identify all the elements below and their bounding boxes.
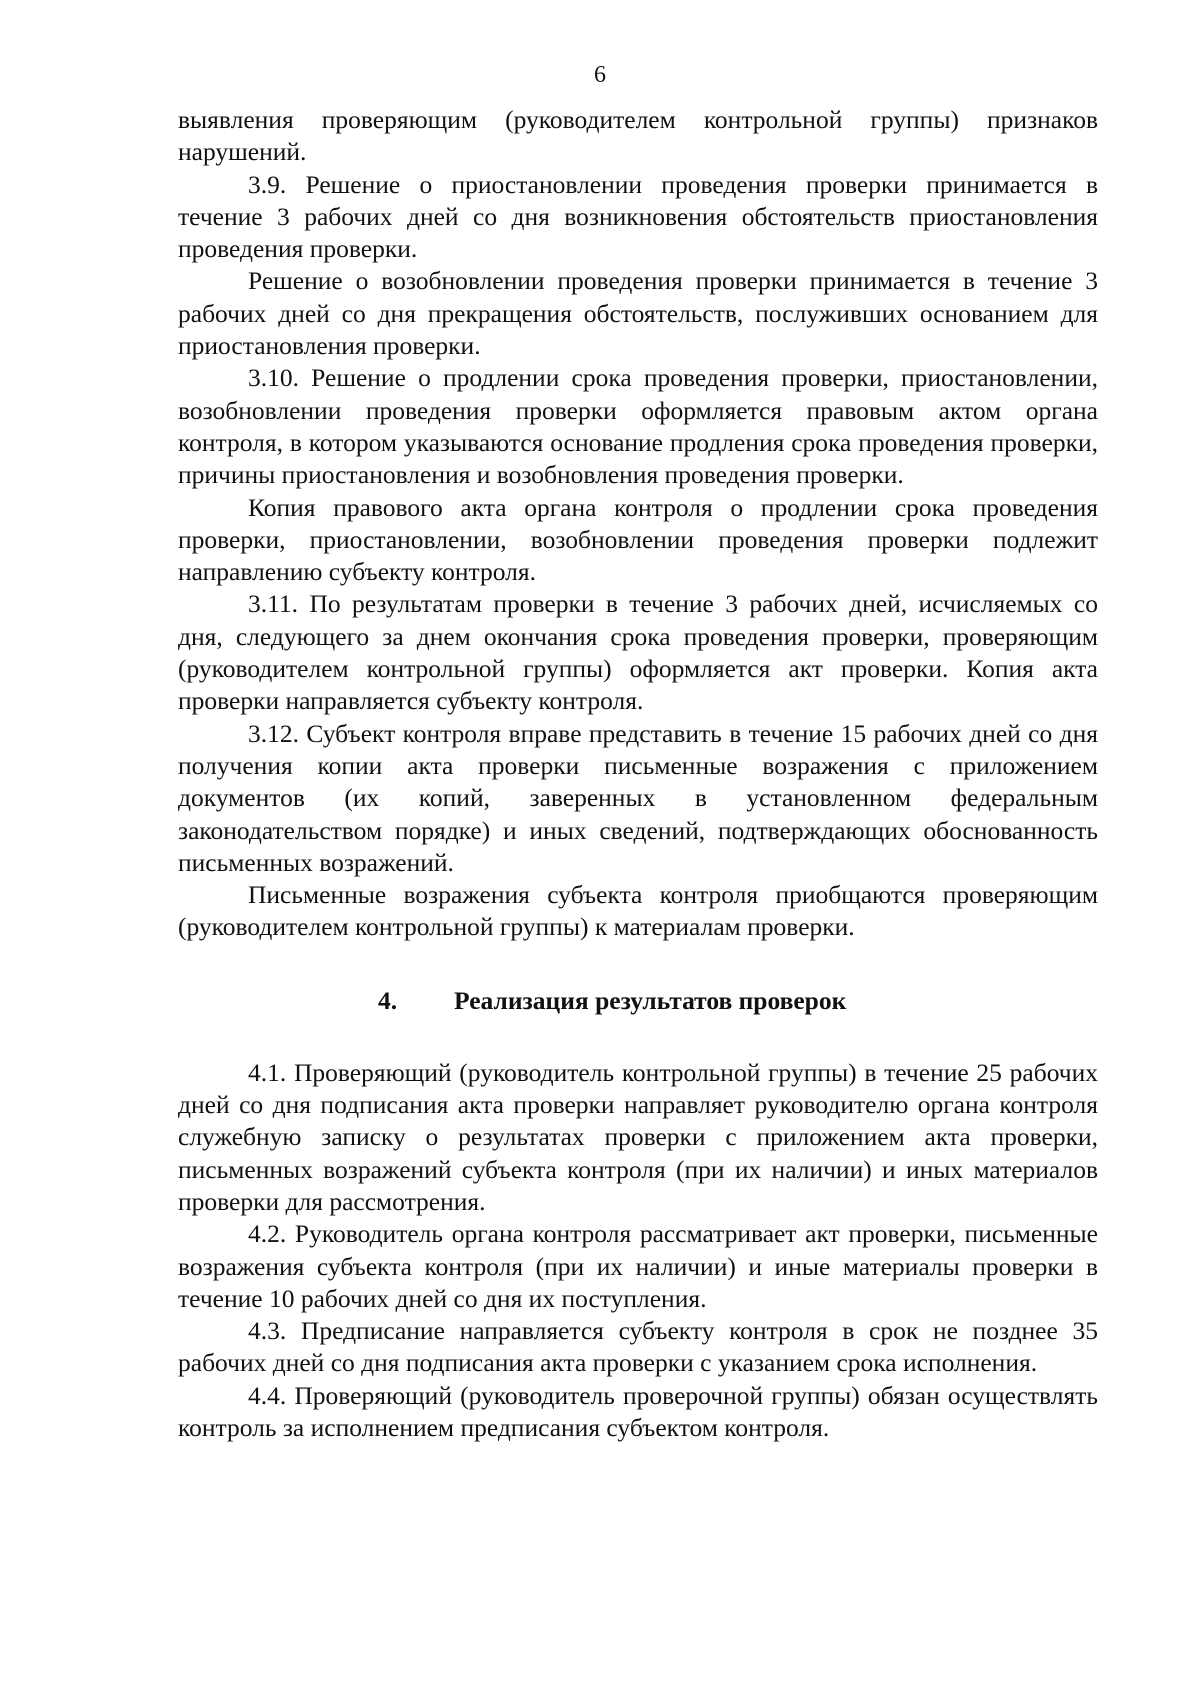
paragraph-4-3: 4.3. Предписание направляется субъекту контроля в срок не позднее 35 рабочих дней со дня подписания акта проверки с указанием срока исполнения. [178, 1316, 1098, 1378]
paragraph-3-11: 3.11. По результатам проверки в течение 3 рабочих дней, исчисляемых со дня, следующего за днем окончания срока проведения проверки, проверяющим (руководителем контрольной группы) оформляется акт проверки. Копия акта проверки направляется субъекту контроля. [178, 589, 1098, 716]
paragraph-3-10: 3.10. Решение о продлении срока проведения проверки, приостановлении, возобновлении проведения проверки оформляется правовым актом органа контроля, в котором указываются основание продления срока проведения проверки, причины приостановления и возобновления проведения проверки. [178, 363, 1098, 490]
paragraph-4-2: 4.2. Руководитель органа контроля рассматривает акт проверки, письменные возражения субъекта контроля (при их наличии) и иные материалы проверки в течение 10 рабочих дней со дня их поступления. [178, 1219, 1098, 1313]
paragraph-3-12-objections: Письменные возражения субъекта контроля приобщаются проверяющим (руководителем контрольной группы) к материалам проверки. [178, 880, 1098, 942]
document-body [178, 104, 1098, 1444]
paragraph-3-9-resumption: Решение о возобновлении проведения проверки принимается в течение 3 рабочих дней со дня прекращения обстоятельств, послуживших основанием для приостановления проверки. [178, 266, 1098, 361]
paragraph-4-4: 4.4. Проверяющий (руководитель проверочной группы) обязан осуществлять контроль за исполнением предписания субъектом контроля. [178, 1380, 1098, 1442]
paragraph-continuation: выявления проверяющим (руководителем контрольной группы) признаков нарушений. [178, 105, 1098, 167]
section-title: Реализация результатов проверок [454, 985, 847, 1015]
paragraph-3-9: 3.9. Решение о приостановлении проведения проверки принимается в течение 3 рабочих дней со дня возникновения обстоятельств приостановления проведения проверки. [178, 169, 1098, 264]
section-number: 4. [378, 985, 398, 1015]
paragraph-4-1: 4.1. Проверяющий (руководитель контрольной группы) в течение 25 рабочих дней со дня подписания акта проверки направляет руководителю органа контроля служебную записку о результатах проверки с приложением акта проверки, письменных возражений субъекта контроля (при их наличии) и иных материалов проверки для рассмотрения. [178, 1057, 1098, 1216]
section-heading [178, 985, 1098, 1057]
paragraph-3-10-copy: Копия правового акта органа контроля о продлении срока проведения проверки, приостановлении, возобновлении проведения проверки подлежит направлению субъекту контроля. [178, 492, 1098, 587]
page-number: 6 [594, 62, 606, 88]
paragraph-3-12: 3.12. Субъект контроля вправе представить в течение 15 рабочих дней со дня получения копии акта проверки письменные возражения с приложением документов (их копий, заверенных в установленном федеральным законодательством порядке) и иных сведений, подтверждающих обоснованность письменных возражений. [178, 718, 1098, 877]
